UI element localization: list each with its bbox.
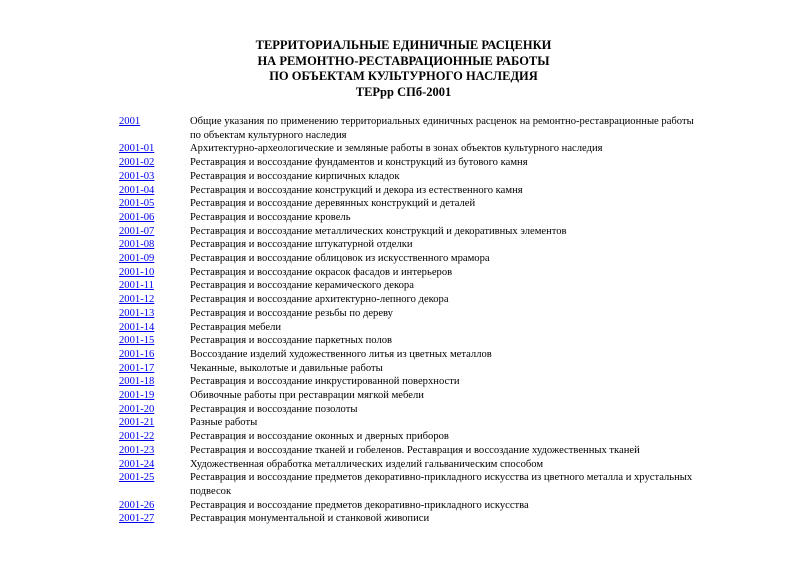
toc-code-link[interactable]: 2001-20 [119, 403, 155, 415]
toc-title: Реставрация и воссоздание тканей и гобеленов. Реставрация и воссоздание художественных тканей [190, 444, 640, 456]
toc-title: Реставрация и воссоздание металлических конструкций и декоративных элементов [190, 225, 567, 237]
toc-code-link[interactable]: 2001-21 [119, 417, 155, 429]
toc-title: Реставрация и воссоздание паркетных полов [190, 335, 393, 347]
toc-title: Реставрация и воссоздание облицовок из искусственного мрамора [190, 253, 490, 265]
toc-row [119, 184, 699, 198]
toc-code-link[interactable]: 2001-22 [119, 431, 155, 443]
toc-row [119, 471, 699, 498]
toc-code-cell [119, 512, 190, 526]
toc-row [119, 293, 699, 307]
toc-code-link[interactable]: 2001-05 [119, 198, 155, 210]
toc-code-cell [119, 142, 190, 156]
toc-code-link[interactable]: 2001-10 [119, 266, 155, 278]
toc-title: Реставрация и воссоздание керамического декора [190, 280, 414, 292]
toc-row [119, 211, 699, 225]
toc-code-cell [119, 389, 190, 403]
toc-code-cell [119, 156, 190, 170]
toc-row [119, 389, 699, 403]
toc-row [119, 321, 699, 335]
toc-title: Реставрация и воссоздание позолоты [190, 403, 358, 415]
toc-code-link[interactable]: 2001-27 [119, 513, 155, 525]
toc-title: Реставрация и воссоздание оконных и дверных приборов [190, 431, 449, 443]
toc-code-link[interactable]: 2001-23 [119, 444, 155, 456]
toc-row [119, 238, 699, 252]
toc-title: Обивочные работы при реставрации мягкой мебели [190, 390, 424, 402]
toc-title: Реставрация и воссоздание деревянных конструкций и деталей [190, 198, 476, 210]
toc-code-cell [119, 170, 190, 184]
toc-code-link[interactable]: 2001-13 [119, 307, 155, 319]
toc-title: Реставрация и воссоздание архитектурно-лепного декора [190, 294, 449, 306]
toc-title: Чеканные, выколотые и давильные работы [190, 362, 383, 374]
toc-code-link[interactable]: 2001-14 [119, 321, 155, 333]
toc-code-cell [119, 321, 190, 335]
toc-code-link[interactable]: 2001-02 [119, 157, 155, 169]
toc-title: Реставрация и воссоздание кирпичных кладок [190, 170, 400, 182]
toc-row [119, 225, 699, 239]
toc-code-cell [119, 362, 190, 376]
toc-code-link[interactable]: 2001-18 [119, 376, 155, 388]
toc-code-cell [119, 430, 190, 444]
toc-code-cell [119, 444, 190, 458]
toc-title: Воссоздание изделий художественного литья из цветных металлов [190, 348, 492, 360]
header-line-3: ПО ОБЪЕКТАМ КУЛЬТУРНОГО НАСЛЕДИЯ [269, 69, 538, 83]
toc-code-link[interactable]: 2001-08 [119, 239, 155, 251]
toc-code-link[interactable]: 2001-26 [119, 499, 155, 511]
toc-code-cell [119, 334, 190, 348]
toc-title: Реставрация монументальной и станковой живописи [190, 513, 430, 525]
toc-row [119, 334, 699, 348]
toc-code-cell [119, 115, 190, 142]
toc-row [119, 512, 699, 526]
toc-code-cell [119, 184, 190, 198]
toc-code-link[interactable]: 2001-01 [119, 143, 155, 155]
toc-row [119, 348, 699, 362]
toc-row [119, 170, 699, 184]
toc-code-link[interactable]: 2001 [119, 116, 141, 127]
toc-code-cell [119, 307, 190, 321]
toc-row [119, 252, 699, 266]
toc-code-link[interactable]: 2001-07 [119, 225, 155, 237]
toc-code-link[interactable]: 2001-06 [119, 211, 155, 223]
toc-title: Реставрация и воссоздание предметов декоративно-прикладного искусства из цветного металла и хрустальных подвесок [190, 472, 693, 497]
toc-code-link[interactable]: 2001-17 [119, 362, 155, 374]
toc-code-cell [119, 499, 190, 513]
toc-row [119, 142, 699, 156]
toc-title: Реставрация и воссоздание кровель [190, 211, 351, 223]
toc-code-cell [119, 403, 190, 417]
toc-title: Реставрация и воссоздание окрасок фасадов и интерьеров [190, 266, 453, 278]
toc-row [119, 499, 699, 513]
toc-code-link[interactable]: 2001-04 [119, 184, 155, 196]
toc-row [119, 416, 699, 430]
toc-code-link[interactable]: 2001-12 [119, 294, 155, 306]
toc-title: Реставрация и воссоздание штукатурной отделки [190, 239, 413, 251]
toc-code-link[interactable]: 2001-16 [119, 348, 155, 360]
toc-title: Реставрация мебели [190, 321, 282, 333]
toc-code-link[interactable]: 2001-24 [119, 458, 155, 470]
toc-title: Разные работы [190, 417, 258, 429]
toc-title: Реставрация и воссоздание конструкций и декора из естественного камня [190, 184, 523, 196]
toc-code-cell [119, 238, 190, 252]
toc-code-cell [119, 211, 190, 225]
toc-row [119, 156, 699, 170]
toc-code-cell [119, 471, 190, 498]
toc-title: Архитектурно-археологические и земляные работы в зонах объектов культурного наследия [190, 143, 603, 155]
toc-row [119, 444, 699, 458]
toc-row [119, 403, 699, 417]
toc-code-cell [119, 225, 190, 239]
toc-code-cell [119, 375, 190, 389]
toc-code-cell [119, 293, 190, 307]
toc-title: Реставрация и воссоздание фундаментов и конструкций из бутового камня [190, 157, 528, 169]
toc-title: Художественная обработка металлических изделий гальваническим способом [190, 458, 544, 470]
toc-code-cell [119, 348, 190, 362]
toc-code-link[interactable]: 2001-25 [119, 472, 155, 484]
toc-title: Реставрация и воссоздание предметов декоративно-прикладного искусства [190, 499, 529, 511]
document-header [0, 38, 807, 100]
toc-code-link[interactable]: 2001-19 [119, 390, 155, 402]
toc-row [119, 430, 699, 444]
toc-code-link[interactable]: 2001-11 [119, 280, 154, 292]
header-line-4: ТЕРрр СПб-2001 [355, 84, 452, 99]
toc-code-link[interactable]: 2001-09 [119, 253, 155, 265]
toc-title: Реставрация и воссоздание инкрустированной поверхности [190, 376, 460, 388]
toc-code-link[interactable]: 2001-15 [119, 335, 155, 347]
toc-code-cell [119, 416, 190, 430]
toc-row [119, 266, 699, 280]
toc-code-cell [119, 458, 190, 472]
toc-row [119, 375, 699, 389]
toc-row [119, 458, 699, 472]
table-of-contents [119, 115, 699, 526]
toc-row [119, 362, 699, 376]
toc-row [119, 279, 699, 293]
toc-row [119, 115, 699, 142]
toc-code-cell [119, 252, 190, 266]
header-line-2: НА РЕМОНТНО-РЕСТАВРАЦИОННЫЕ РАБОТЫ [257, 53, 550, 68]
header-line-1: ТЕРРИТОРИАЛЬНЫЕ ЕДИНИЧНЫЕ РАСЦЕНКИ [255, 38, 552, 52]
toc-code-cell [119, 197, 190, 211]
toc-row [119, 197, 699, 211]
toc-row [119, 307, 699, 321]
toc-title: Общие указания по применению территориальных единичных расценок на ремонтно-реставрационные работы по объектам культурного наследия [190, 116, 694, 141]
toc-code-cell [119, 266, 190, 280]
toc-title: Реставрация и воссоздание резьбы по дереву [190, 307, 393, 319]
toc-code-cell [119, 279, 190, 293]
toc-code-link[interactable]: 2001-03 [119, 170, 155, 182]
